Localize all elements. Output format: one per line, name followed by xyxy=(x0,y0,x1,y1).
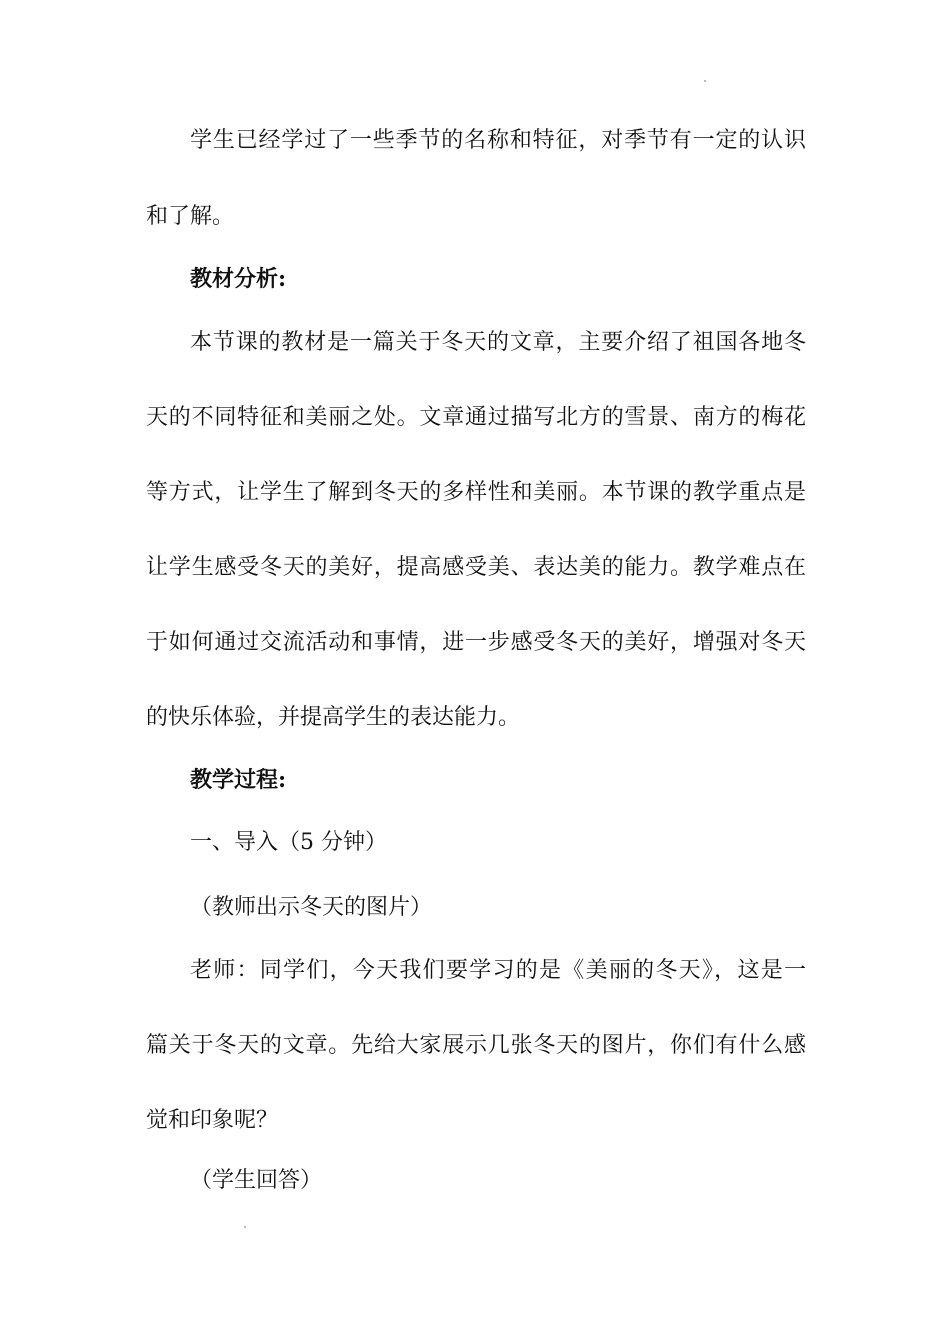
paragraph-line: 学生已经学过了一些季节的名称和特征，对季节有一定的认识 xyxy=(190,128,806,153)
section-heading: 教学过程: xyxy=(190,767,287,793)
paragraph-line: 觉和印象呢？ xyxy=(146,1108,279,1133)
paragraph-line: 本节课的教材是一篇关于冬天的文章，主要介绍了祖国各地冬 xyxy=(190,330,806,355)
paragraph-line: 老师：同学们，今天我们要学习的是《美丽的冬天》，这是一 xyxy=(190,958,806,983)
paragraph-line: 等方式，让学生了解到冬天的多样性和美丽。本节课的教学重点是 xyxy=(146,480,806,505)
paragraph-line: 让学生感受冬天的美好，提高感受美、表达美的能力。教学难点在 xyxy=(146,555,806,580)
page-mark xyxy=(244,1226,246,1228)
paragraph-line: 于如何通过交流活动和事情，进一步感受冬天的美好，增强对冬天 xyxy=(146,630,806,655)
paragraph-line: 和了解。 xyxy=(146,204,235,229)
paragraph-line: 天的不同特征和美丽之处。文章通过描写北方的雪景、南方的梅花 xyxy=(146,405,806,430)
paragraph-line: 的快乐体验，并提高学生的表达能力。 xyxy=(146,705,521,730)
stage-direction: （学生回答） xyxy=(190,1168,323,1193)
page-mark xyxy=(704,80,706,82)
paragraph-line: 篇关于冬天的文章。先给大家展示几张冬天的图片，你们有什么感 xyxy=(146,1033,806,1058)
section-heading: 教材分析: xyxy=(190,266,287,292)
stage-direction: （教师出示冬天的图片） xyxy=(190,895,433,920)
subsection-heading: 一、导入（5 分钟） xyxy=(190,830,387,855)
